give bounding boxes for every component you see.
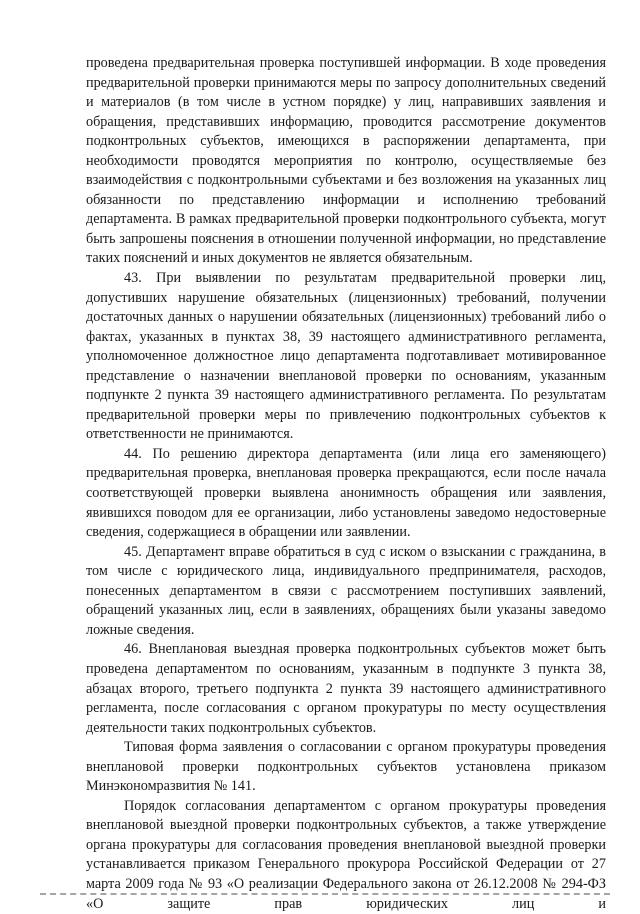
- paragraph-approval-order: Порядок согласования департаментом с органом прокуратуры проведения внеплановой выездной проверки подконтрольных субъектов, а также утверждение органа прокуратуры для согласования проведения внеплановой выездной проверки устанавливается приказом Генерального прокурора Российской Федерации от 27 марта 2009 года № 93 «О реализации Федерального закона от 26.12.2008 № 294-ФЗ «О защите прав юридических лиц и: [86, 797, 606, 912]
- scan-edge-line: [40, 893, 610, 895]
- paragraph-typical-form: Типовая форма заявления о согласовании с органом прокуратуры проведения внеплановой проверки подконтрольных субъектов установлена приказом Минэкономразвития № 141.: [86, 739, 606, 795]
- paragraph-continuation: проведена предварительная проверка поступившей информации. В ходе проведения предварительной проверки принимаются меры по запросу дополнительных сведений и материалов (в том числе в устном порядке) у лиц, направивших заявления и обращения, представивших информацию, проводится рассмотрение документов подконтрольных субъектов, имеющихся в распоряжении департамента, при необходимости проводятся мероприятия по контролю, осуществляемые без взаимодействия с подконтрольными субъектами и без возложения на указанных лиц обязанности по представлению информации и исполнению требований департамента. В рамках предварительной проверки подконтрольного субъекта, могут быть запрошены пояснения в отношении полученной информации, но представление таких пояснений и иных документов не является обязательным.: [86, 55, 606, 267]
- paragraph-44: 44. По решению директора департамента (или лица его заменяющего) предварительная проверка, внеплановая проверка прекращаются, если после начала соответствующей проверки выявлена анонимность обращения или заявления, явившихся поводом для ее организации, либо установлены заведомо недостоверные сведения, содержащиеся в обращении или заявлении.: [86, 445, 606, 541]
- paragraph-46: 46. Внеплановая выездная проверка подконтрольных субъектов может быть проведена департаментом по основаниям, указанным в подпункте 3 пункта 38, абзацах второго, третьего подпункта 2 пункта 39 настоящего административного регламента, после согласования с органом прокуратуры по месту осуществления деятельности таких подконтрольных субъектов.: [86, 641, 606, 736]
- document-body: [86, 54, 606, 914]
- paragraph-43: 43. При выявлении по результатам предварительной проверки лиц, допустивших нарушение обязательных (лицензионных) требований, получении достаточных данных о нарушении обязательных (лицензионных) требований либо о фактах, указанных в пунктах 38, 39 настоящего административного регламента, уполномоченное должностное лицо департамента подготавливает мотивированное представление о назначении внеплановой проверки по основаниям, указанным подпункте 2 пункта 39 настоящего административного регламента. По результатам предварительной проверки меры по привлечению подконтрольных субъектов к ответственности не принимаются.: [86, 270, 606, 443]
- paragraph-45: 45. Департамент вправе обратиться в суд с иском о взыскании с гражданина, в том числе с юридического лица, индивидуального предпринимателя, расходов, понесенных департаментом в связи с рассмотрением поступивших заявлений, обращений указанных лиц, если в заявлениях, обращениях были указаны заведомо ложные сведения.: [86, 543, 606, 638]
